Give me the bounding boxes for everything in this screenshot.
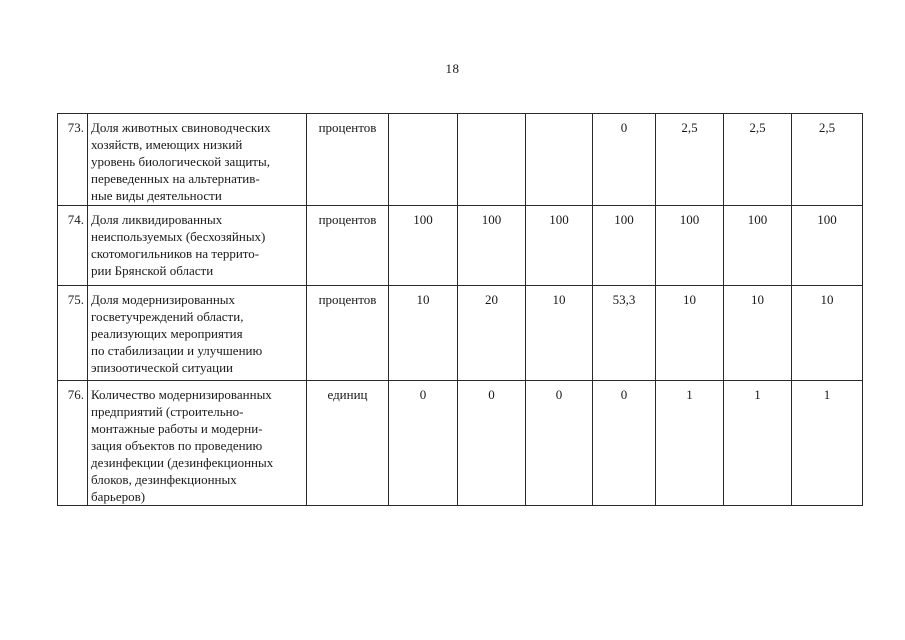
value-cell: 1 — [656, 381, 724, 506]
value-cell: 0 — [458, 381, 526, 506]
table-row — [58, 206, 863, 286]
value-cell: 10 — [792, 286, 863, 381]
value-cell: 2,5 — [724, 114, 792, 206]
unit-cell: процентов — [307, 114, 389, 206]
indicator-name: Доля модернизированных госветучреждений области, реализующих мероприятия по стабилизации и улучшению эпизоотической ситуации — [88, 286, 307, 381]
value-cell — [389, 114, 458, 206]
row-number: 74. — [58, 206, 88, 286]
value-cell: 53,3 — [593, 286, 656, 381]
value-cell: 20 — [458, 286, 526, 381]
page-number: 18 — [445, 61, 460, 76]
unit-cell: единиц — [307, 381, 389, 506]
value-cell: 100 — [526, 206, 593, 286]
indicator-name: Количество модернизированных предприятий (строительно- монтажные работы и модерни- зация объектов по проведению дезинфекции (дезинфекционных блоков, дезинфекционных барьеров) — [88, 381, 307, 506]
value-cell: 100 — [656, 206, 724, 286]
row-number: 73. — [58, 114, 88, 206]
value-cell: 100 — [458, 206, 526, 286]
value-cell — [526, 114, 593, 206]
table-row — [58, 114, 863, 206]
row-number: 75. — [58, 286, 88, 381]
value-cell: 10 — [526, 286, 593, 381]
value-cell: 100 — [792, 206, 863, 286]
value-cell: 100 — [389, 206, 458, 286]
value-cell: 100 — [724, 206, 792, 286]
row-number: 76. — [58, 381, 88, 506]
unit-cell: процентов — [307, 286, 389, 381]
value-cell: 100 — [593, 206, 656, 286]
table-row — [58, 286, 863, 381]
value-cell: 1 — [792, 381, 863, 506]
indicators-table — [57, 113, 863, 506]
unit-cell: процентов — [307, 206, 389, 286]
value-cell: 0 — [593, 114, 656, 206]
value-cell: 10 — [656, 286, 724, 381]
value-cell: 10 — [724, 286, 792, 381]
value-cell: 0 — [526, 381, 593, 506]
value-cell: 1 — [724, 381, 792, 506]
table-row — [58, 381, 863, 506]
value-cell: 2,5 — [792, 114, 863, 206]
indicator-name: Доля животных свиноводческих хозяйств, имеющих низкий уровень биологической защиты, переведенных на альтернатив- ные виды деятельности — [88, 114, 307, 206]
value-cell: 0 — [593, 381, 656, 506]
value-cell — [458, 114, 526, 206]
value-cell: 10 — [389, 286, 458, 381]
value-cell: 2,5 — [656, 114, 724, 206]
indicator-name: Доля ликвидированных неиспользуемых (бесхозяйных) скотомогильников на террито- рии Брянской области — [88, 206, 307, 286]
value-cell: 0 — [389, 381, 458, 506]
